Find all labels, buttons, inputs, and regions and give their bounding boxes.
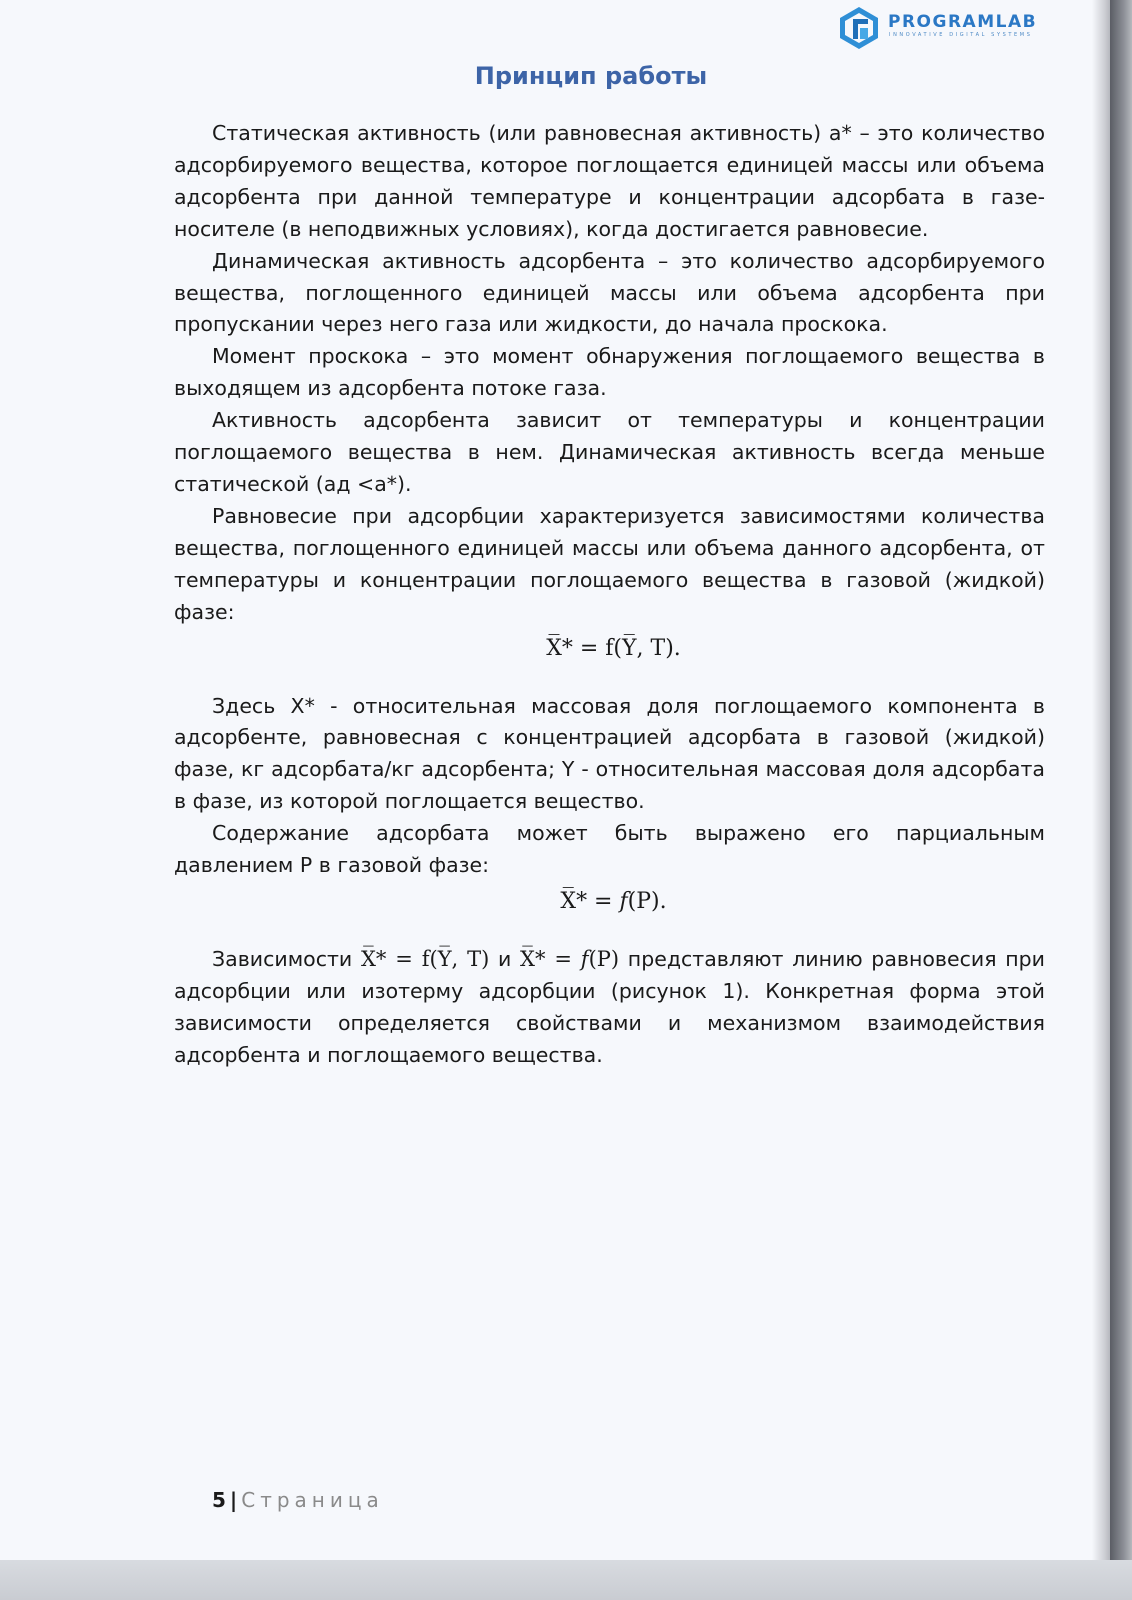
paragraph-activity-dependence: Активность адсорбента зависит от температуры и концентрации поглощаемого вещества в нем. Динамическая активность всегда меньше статической (ад <а*).: [174, 408, 1045, 496]
formula-spacer: [174, 918, 1045, 944]
logo-name: PROGRAMLAB: [888, 12, 1038, 32]
page-title-text: Принцип работы: [474, 62, 708, 90]
inline-formula-temperature: X̅* = f(Y̅, T): [360, 946, 490, 971]
page-label: Страница: [241, 1488, 384, 1512]
paragraph-equilibrium: Равновесие при адсорбции характеризуется зависимостями количества вещества, поглощенного единицей массы или объема данного адсорбента, от температуры и концентрации поглощаемого вещества в газовой (жидкой) фазе:: [174, 503, 1045, 624]
paragraph-partial-pressure: Содержание адсорбата может быть выражено его парциальным давлением Р в газовой фазе:: [174, 821, 1045, 878]
page-title: [0, 62, 1110, 90]
document-body: [174, 118, 1045, 1072]
formula-equilibrium-temperature: X̅* = f(Y̅, T).: [546, 635, 681, 661]
isotherm-text-suffix: представляют линию равновесия при адсорбции или изотерму адсорбции (рисунок 1). Конкретная форма этой зависимости определяется свойствами и механизмом взаимодействия адсорбента и поглощаемого вещества.: [174, 946, 1045, 1067]
scan-edge-bottom: [0, 1560, 1132, 1600]
paragraph-isotherm: [174, 944, 1045, 1072]
isotherm-text-prefix: Зависимости: [212, 946, 361, 971]
logo-tagline: INNOVATIVE DIGITAL SYSTEMS: [889, 32, 1033, 38]
formula-equilibrium-pressure: X̅* = 𝑓(P).: [560, 888, 667, 914]
isotherm-text-middle: и: [489, 946, 521, 971]
paragraph-definitions: Здесь X* - относительная массовая доля поглощаемого компонента в адсорбенте, равновесная с концентрацией адсорбата в газовой (жидкой) фазе, кг адсорбата/кг адсорбента; Y - относительная массовая доля адсорбата в фазе, из которой поглощается вещество.: [174, 693, 1045, 814]
footer-separator: |: [229, 1488, 238, 1512]
page-footer: [212, 1488, 384, 1512]
paragraph-dynamic-activity: Динамическая активность адсорбента – это количество адсорбируемого вещества, поглощенного единицей массы или объема адсорбента при пропускании через него газа или жидкости, до начала проскока.: [174, 248, 1045, 337]
paragraph-breakthrough: Момент проскока – это момент обнаружения поглощаемого вещества в выходящем из адсорбента потоке газа.: [174, 344, 1045, 401]
programlab-logo: [838, 6, 1038, 50]
inline-formula-pressure: X̅* = 𝑓(P): [520, 946, 620, 971]
programlab-logo-icon: [838, 6, 880, 50]
scan-edge-right: [1110, 0, 1132, 1600]
formula-spacer: [174, 665, 1045, 691]
page-number: 5: [212, 1488, 226, 1512]
paragraph-static-activity: Статическая активность (или равновесная активность) а* – это количество адсорбируемого вещества, которое поглощается единицей массы или объема адсорбента при данной температуре и концентрации адсорбата в газе-носителе (в неподвижных условиях), когда достигается равновесие.: [174, 121, 1045, 241]
